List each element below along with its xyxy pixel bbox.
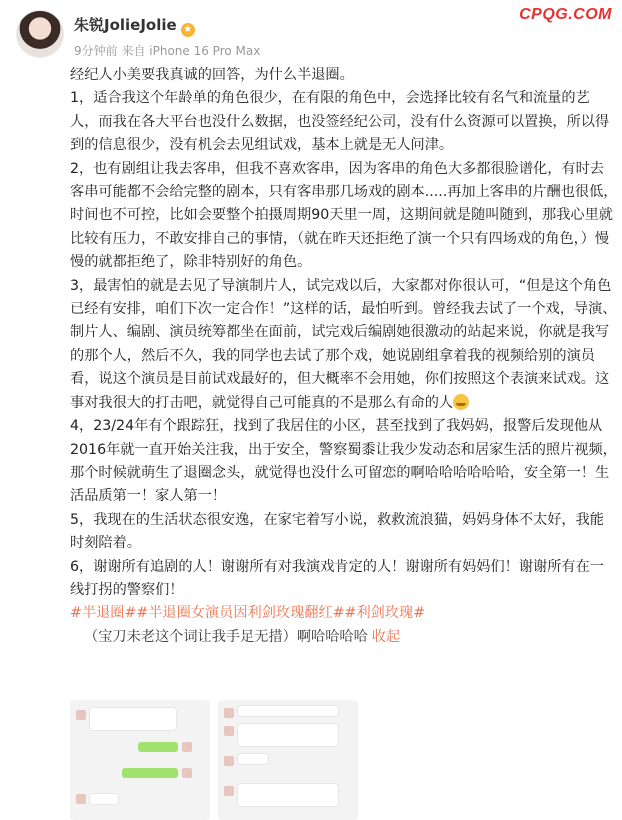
chat-bubble [238,724,338,746]
post-header [0,0,622,62]
chat-bubble [122,768,178,778]
sleepy-face-emoji-icon [453,394,469,410]
chat-bubble [238,784,338,806]
chat-avatar-icon [76,794,86,804]
post-note-text: （宝刀未老这个词让我手足无措）啊哈哈哈哈 [84,628,368,645]
chat-avatar-icon [182,768,192,778]
post-paragraph-4: 4，23/24年有个跟踪狂，找到了我居住的小区，甚至找到了我妈妈，报警后发现他从2016年就一直开始关注我，出于安全，警察蜀黍让我少发动态和居家生活的照片视频，那个时候就萌生了退圈念头，就觉得也没什么可留恋的啊哈哈哈哈哈哈，安全第一！生活品质第一！家人第一！ [70,418,617,505]
post-paragraph-1: 1，适合我这个年龄单的角色很少，在有限的角色中，会选择比较有名气和流量的艺人，而我在各大平台也没什么数据，也没签经纪公司，没有什么资源可以置换，所以得到的信息很少，没有机会去见组试戏，基本上就是无人问津。 [70,90,610,154]
chat-avatar-icon [224,726,234,736]
post-body [70,64,618,649]
hashtag-links[interactable]: #半退圈##半退圈女演员因利剑玫瑰翻红##利剑玫瑰# [70,605,426,622]
chat-avatar-icon [76,710,86,720]
username[interactable] [74,14,195,37]
username-text[interactable]: 朱锐JolieJolie [74,16,177,34]
chat-bubble [138,742,178,752]
image-gallery [70,700,362,820]
chat-bubble [238,706,338,716]
post-paragraph-5: 5，我现在的生活状态很安逸，在家宅着写小说，救救流浪猫，妈妈身体不太好，我能时刻陪着。 [70,511,604,552]
chat-avatar-icon [182,742,192,752]
post-paragraph-2: 2，也有剧组让我去客串，但我不喜欢客串，因为客串的角色大多都很脸谱化，有时去客串可能都不会给完整的剧本，只有客串那几场戏的剧本.....再加上客串的片酬也很低，时间也不可控，比如会要整个拍摄周期90天里一周，这期间就是随叫随到，那我心里就比较有压力，不敢安排自己的事情，（就在昨天还拒绝了演一个只有四场戏的角色，）慢慢的就都拒绝了，除非特别好的角色。 [70,160,618,271]
post-paragraph-6: 6，谢谢所有追剧的人！谢谢所有对我演戏肯定的人！谢谢所有妈妈们！谢谢所有在一线打拐的警察们！ [70,558,604,598]
post-note [70,626,618,649]
chat-avatar-icon [224,756,234,766]
chat-avatar-icon [224,708,234,718]
chat-avatar-icon [224,786,234,796]
chat-screenshot-thumbnail-1[interactable] [70,700,210,820]
chat-bubble [90,708,176,730]
post-paragraph-3-text: 3，最害怕的就是去见了导演制片人，试完戏以后，大家都对你很认可，“但是这个角色已经有安排，咱们下次一定合作！”这样的话，最怕听到。曾经我去试了一个戏，导演、制片人、编剧、演员统筹都坐在面前，试完戏后编剧她很激动的站起来说，你就是我写的那个人，然后不久，我的同学也去试了那个戏，她说剧组拿着我的视频给别的演员看，说这个演员是目前试戏最好的，但大概率不会用她，你们按照这个表演来试戏。这事对我很大的打击吧，就觉得自己可能真的不是那么有命的人 [70,277,617,411]
vip-badge-icon: ★ [181,23,195,37]
chat-screenshot-thumbnail-2[interactable] [218,700,358,820]
post-paragraph-3 [70,275,618,415]
post-meta: 9分钟前 来自 iPhone 16 Pro Max [74,44,261,58]
chat-bubble [238,754,268,764]
chat-bubble [90,794,118,804]
site-watermark: CPQG.COM [519,6,612,23]
collapse-link[interactable]: 收起 [371,628,401,645]
post-intro: 经纪人小美要我真诚的回答，为什么半退圈。 [70,67,354,83]
avatar[interactable] [16,10,64,58]
